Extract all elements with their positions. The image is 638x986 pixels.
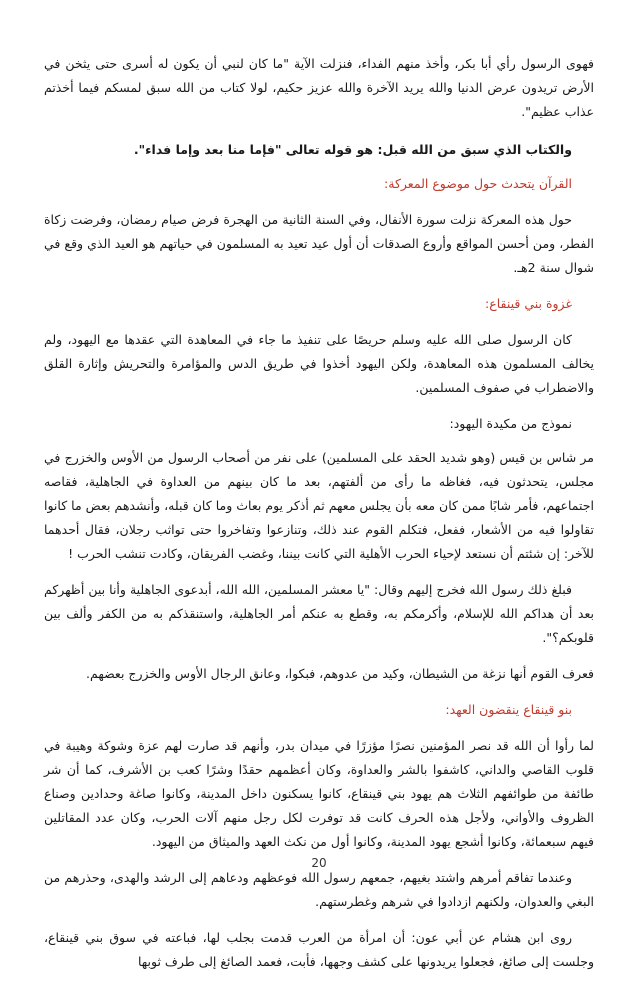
heading-banu-qaynuqa-battle: غزوة بني قينقاع:: [485, 296, 572, 311]
paragraph-prophet-speech: فبلغ ذلك رسول الله فخرج إليهم وقال: "يا معشر المسلمين، الله الله، أبدعوى الجاهلية وأنا بين أظهركم بعد أن هداكم الله للإسلام، وأكرمكم به، وقطع به عنكم أمر الجاهلية، واستنقذكم به من الكفر وألف بين قلوبكم؟".: [44, 582, 594, 645]
paragraph-badr-captives: فهوى الرسول رأي أبا بكر، وأخذ منهم الفداء، فنزلت الآية "ما كان لنبي أن يكون له أسرى حتى يثخن في الأرض تريدون عرض الدنيا والله يريد الآخرة والله عزيز حكيم، لولا كتاب من الله سبق لمسكم فيما أخذتم عذاب عظيم".: [44, 56, 594, 119]
heading-covenant-breach: بنو قينقاع ينقضون العهد:: [445, 702, 572, 717]
paragraph-warning: وعندما تفاقم أمرهم واشتد بغيهم، جمعهم رسول الله فوعظهم ودعاهم إلى الرشد والهدى، وحذرهم من البغي والعدوان، ولكنهم ازدادوا في شرهم وغطرستهم.: [44, 870, 594, 909]
paragraph-reconciliation: فعرف القوم أنها نزغة من الشيطان، وكيد من عدوهم، فبكوا، وعانق الرجال الأوس والخزرج بعضهم.: [86, 666, 594, 681]
document-body: [44, 52, 594, 986]
heading-quran-battle: القرآن يتحدث حول موضوع المعركة:: [384, 176, 572, 191]
heading-jewish-plot: نموذج من مكيدة اليهود:: [449, 416, 572, 431]
paragraph-ibn-hisham: روى ابن هشام عن أبي عون: أن امرأة من العرب قدمت بجلب لها، فباعته في سوق بني قينقاع، وجلست إلى صائغ، فجعلوا يريدونها على كشف وجهها، فأبت، فعمد الصائغ إلى طرف ثوبها: [44, 930, 594, 969]
page-number: 20: [311, 856, 327, 870]
paragraph-shas-bin-qays: مر شاس بن قيس (وهو شديد الحقد على المسلمين) على نفر من أصحاب الرسول من الأوس والخزرج في مجلس، يتحدثون فيه، فغاظه ما رأى من ألفتهم، بعد ما كان بينهم من العداوة في الجاهلية، فقاصه اجتماعهم، فأمر شابًا ممن كان معه بأن يجلس معهم ثم أذكر يوم بعاث وما كان قبله، وأنشدهم بعض ما كانوا تقاولوا فيه من الأشعار، ففعل، فتكلم القوم عند ذلك، وتنازعوا وتفاخروا حتى تواثب رجلان، فقال أحدهما للآخر: إن شئتم أن نستعد لإحياء الحرب الأهلية التي كانت بيننا، وغضب الفريقان، وكادت تنشب الحرب !: [44, 450, 594, 561]
paragraph-qaynuqa-hostility: لما رأوا أن الله قد نصر المؤمنين نصرًا مؤزرًا في ميدان بدر، وأنهم قد صارت لهم عزة وشوكة وهيبة في قلوب القاصي والداني، كاشفوا بالشر والعداوة، وكان أعظمهم حقدًا وشرًا كعب بن الأشرف، كما أن شر طائفة من طوائفهم الثلاث هم يهود بني قينقاع، كانوا يسكنون داخل المدينة، وكانوا صاغة وحدادين وصناع الظروف والأواني، ولأجل هذه الحرف كانت قد توفرت لكل رجل منهم آلات الحرب، وكان عدد المقاتلين فيهم سبعمائة، وكانوا أشجع يهود المدينة، وكانوا أول من نكث العهد والميثاق من اليهود.: [44, 738, 594, 849]
paragraph-anfal: حول هذه المعركة نزلت سورة الأنفال، وفي السنة الثانية من الهجرة فرض صيام رمضان، وفرضت زكاة الفطر، ومن أحسن المواقع وأروع الصدقات أن أول عيد تعيد به المسلمون في حياتهم هو العيد الذي وقع في شوال سنة 2هـ.: [44, 212, 594, 275]
paragraph-prior-decree: والكتاب الذي سبق من الله قبل: هو قوله تعالى "فإما منا بعد وإما فداء".: [133, 142, 572, 157]
paragraph-treaty: كان الرسول صلى الله عليه وسلم حريصًا على تنفيذ ما جاء في المعاهدة التي عقدها مع اليهود، ولم يخالف المسلمون هذه المعاهدة، ولكن اليهود أخذوا في طريق الدس والمؤامرة والتحريش وإثارة القلق والاضطراب في صفوف المسلمين.: [44, 332, 594, 395]
